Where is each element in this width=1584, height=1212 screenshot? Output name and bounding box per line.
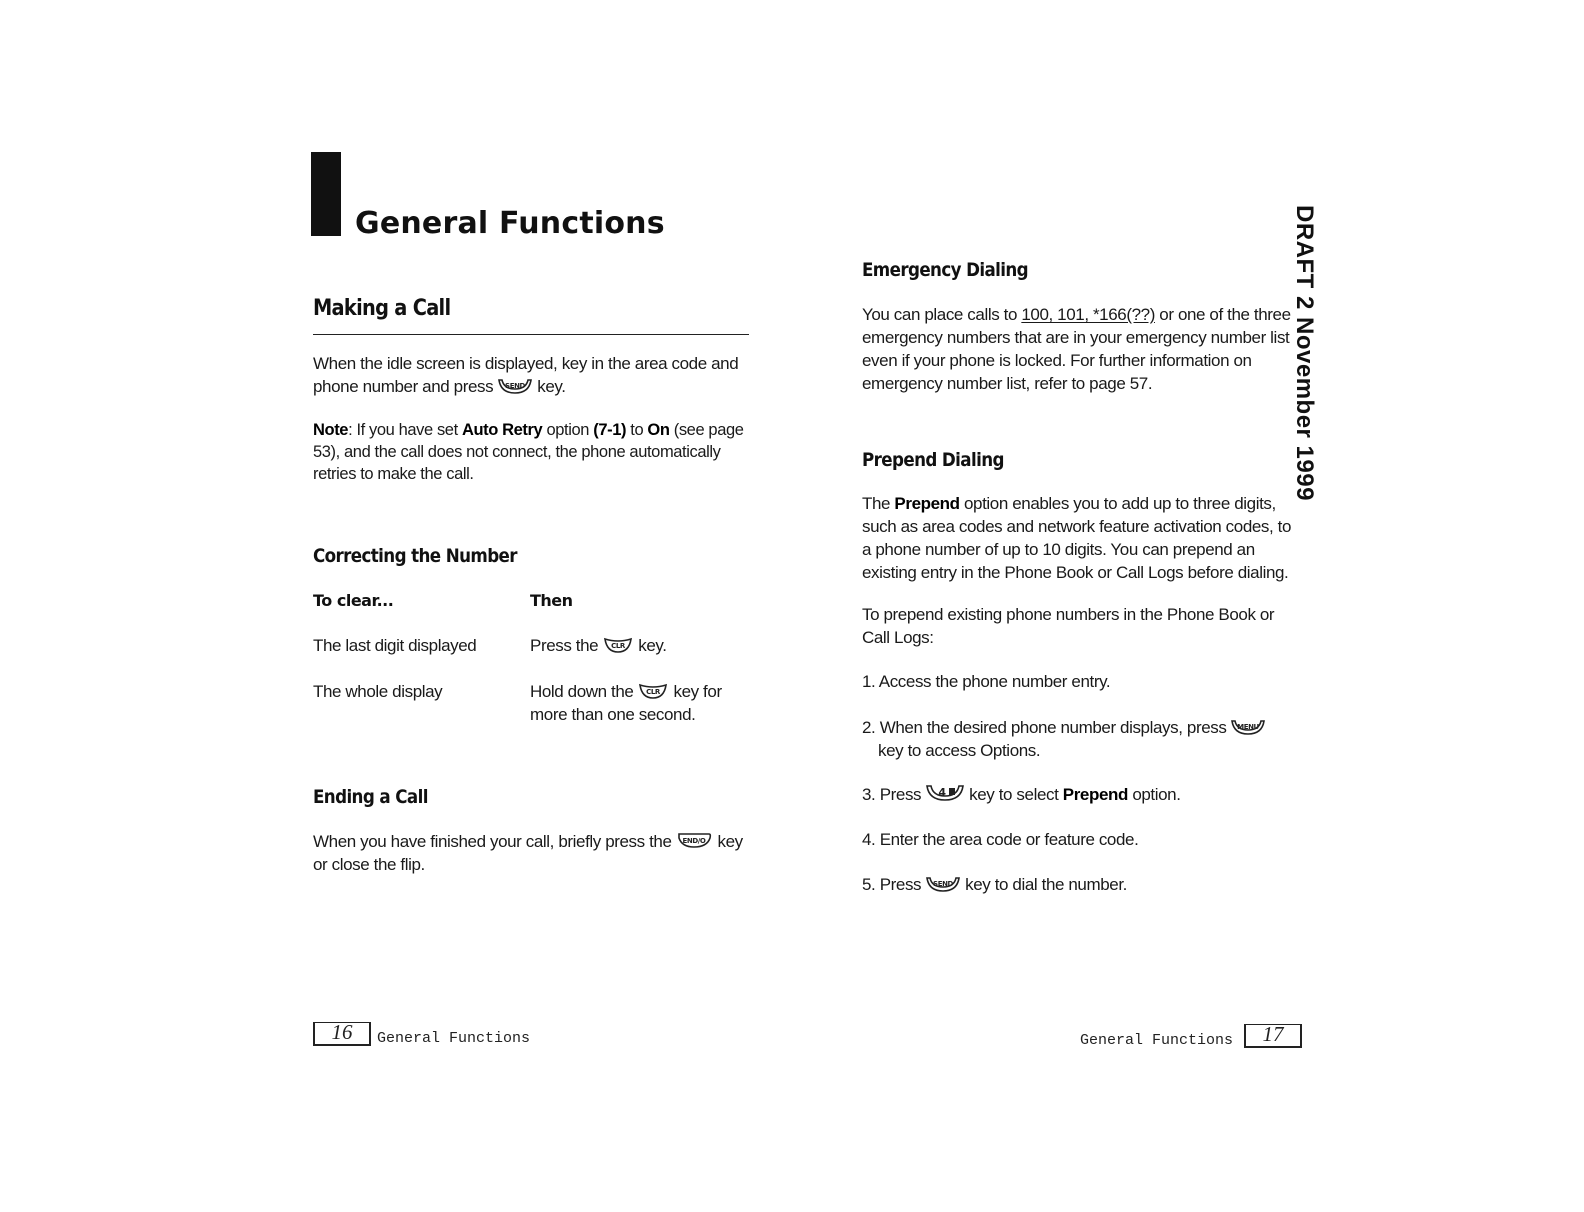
footer-label-left: General Functions — [377, 1030, 531, 1047]
emergency-text-end: or one of the three emergency numbers that are in your emergency number list even if your phone is locked. For further information on emergency number list, refer to page 57. — [862, 305, 1291, 393]
prepend-step-3 — [862, 783, 1181, 806]
clr-key-label: CLR — [611, 642, 626, 650]
table-row-1-then — [530, 634, 740, 657]
making-call-heading: Making a Call — [313, 296, 451, 321]
prepend-intro-text-end: option enables you to add up to three digits, such as area codes and network feature activation codes, to a phone number of up to 10 digits. You can prepend an existing entry in the Phone Book or Call Logs before dialing. — [862, 494, 1292, 582]
prepend-step-4: 4. Enter the area code or feature code. — [862, 830, 1139, 849]
prepend-how-to: To prepend existing phone numbers in the Phone Book or Call Logs: — [862, 605, 1275, 647]
emergency-dialing-paragraph — [862, 303, 1292, 395]
clr-key-label: CLR — [646, 688, 661, 696]
clr-key-icon — [602, 636, 634, 654]
four-key-icon — [925, 783, 965, 803]
prepend-step-2 — [862, 716, 1302, 762]
row1-then-text-end: key. — [638, 636, 667, 655]
emergency-text: You can place calls to — [862, 305, 1022, 324]
note-text: (see page 53), and the call does not connect, the phone automatically retries to make the call. — [313, 421, 744, 483]
emergency-dialing-heading: Emergency Dialing — [862, 259, 1029, 281]
step3-keyword: Prepend — [1062, 785, 1128, 804]
emergency-numbers: 100, 101, *166(??) — [1021, 305, 1155, 324]
send-key-icon — [497, 377, 533, 395]
making-call-text-end: key. — [537, 377, 566, 396]
menu-key-icon — [1230, 718, 1266, 736]
ending-call-text-end: key or close the flip. — [313, 832, 743, 874]
step5-text: 5. Press — [862, 875, 922, 894]
note-auto-retry: Auto Retry — [461, 421, 543, 439]
chapter-marker-bar — [311, 152, 341, 236]
draft-watermark-label: DRAFT 2 November 1999 — [1291, 205, 1318, 501]
note-text: : If you have set — [348, 421, 462, 439]
correcting-number-heading: Correcting the Number — [313, 545, 517, 567]
step2-text-end: key to access Options. — [878, 741, 1041, 760]
end-key-label: END/O — [682, 837, 705, 845]
prepend-intro-paragraph — [862, 492, 1302, 584]
step2-text: 2. When the desired phone number displays, press — [862, 718, 1227, 737]
prepend-intro-text: The — [862, 494, 895, 513]
note-on: On — [647, 421, 670, 439]
page-number-left: 16 — [313, 1022, 371, 1046]
note-label: Note — [313, 421, 349, 439]
making-call-text: When the idle screen is displayed, key in the area code and phone number and press — [313, 354, 739, 396]
row2-then-text: Hold down the — [530, 682, 634, 701]
section-divider — [313, 334, 749, 335]
chapter-title: General Functions — [355, 206, 665, 241]
page-number-right: 17 — [1244, 1024, 1302, 1048]
ending-call-paragraph — [313, 830, 753, 876]
prepend-keyword: Prepend — [894, 494, 960, 513]
end-key-icon — [676, 830, 714, 850]
table-row-2-clear: The whole display — [313, 682, 443, 701]
row2-then-text-end: key for more than one second. — [530, 682, 722, 724]
note-option: (7-1) — [593, 421, 627, 439]
footer-label-right: General Functions — [1080, 1032, 1234, 1049]
step3-text: 3. Press — [862, 785, 922, 804]
making-call-paragraph — [313, 352, 753, 398]
step5-text-end: key to dial the number. — [965, 875, 1128, 894]
menu-key-label: MENU — [1237, 723, 1260, 731]
prepend-step-1: 1. Access the phone number entry. — [862, 672, 1111, 691]
clr-key-icon — [637, 682, 669, 700]
ending-call-text: When you have finished your call, briefly press the — [313, 832, 672, 851]
prepend-step-5 — [862, 873, 1127, 896]
table-header-clear: To clear... — [313, 591, 394, 610]
row1-then-text: Press the — [530, 636, 599, 655]
table-row-1-clear: The last digit displayed — [313, 636, 477, 655]
send-key-label: SEND — [933, 880, 954, 888]
step3-text-mid: key to select — [969, 785, 1063, 804]
auto-retry-note — [313, 419, 753, 485]
send-key-icon — [925, 875, 961, 893]
ending-call-heading: Ending a Call — [313, 786, 428, 808]
note-text: to — [626, 421, 648, 439]
step3-text-end: option. — [1128, 785, 1181, 804]
note-text: option — [542, 421, 594, 439]
table-header-then: Then — [530, 591, 573, 610]
table-row-2-then — [530, 680, 745, 726]
prepend-dialing-heading: Prepend Dialing — [862, 449, 1004, 471]
four-key-label: 4 — [938, 786, 946, 799]
send-key-label: SEND — [505, 382, 526, 390]
